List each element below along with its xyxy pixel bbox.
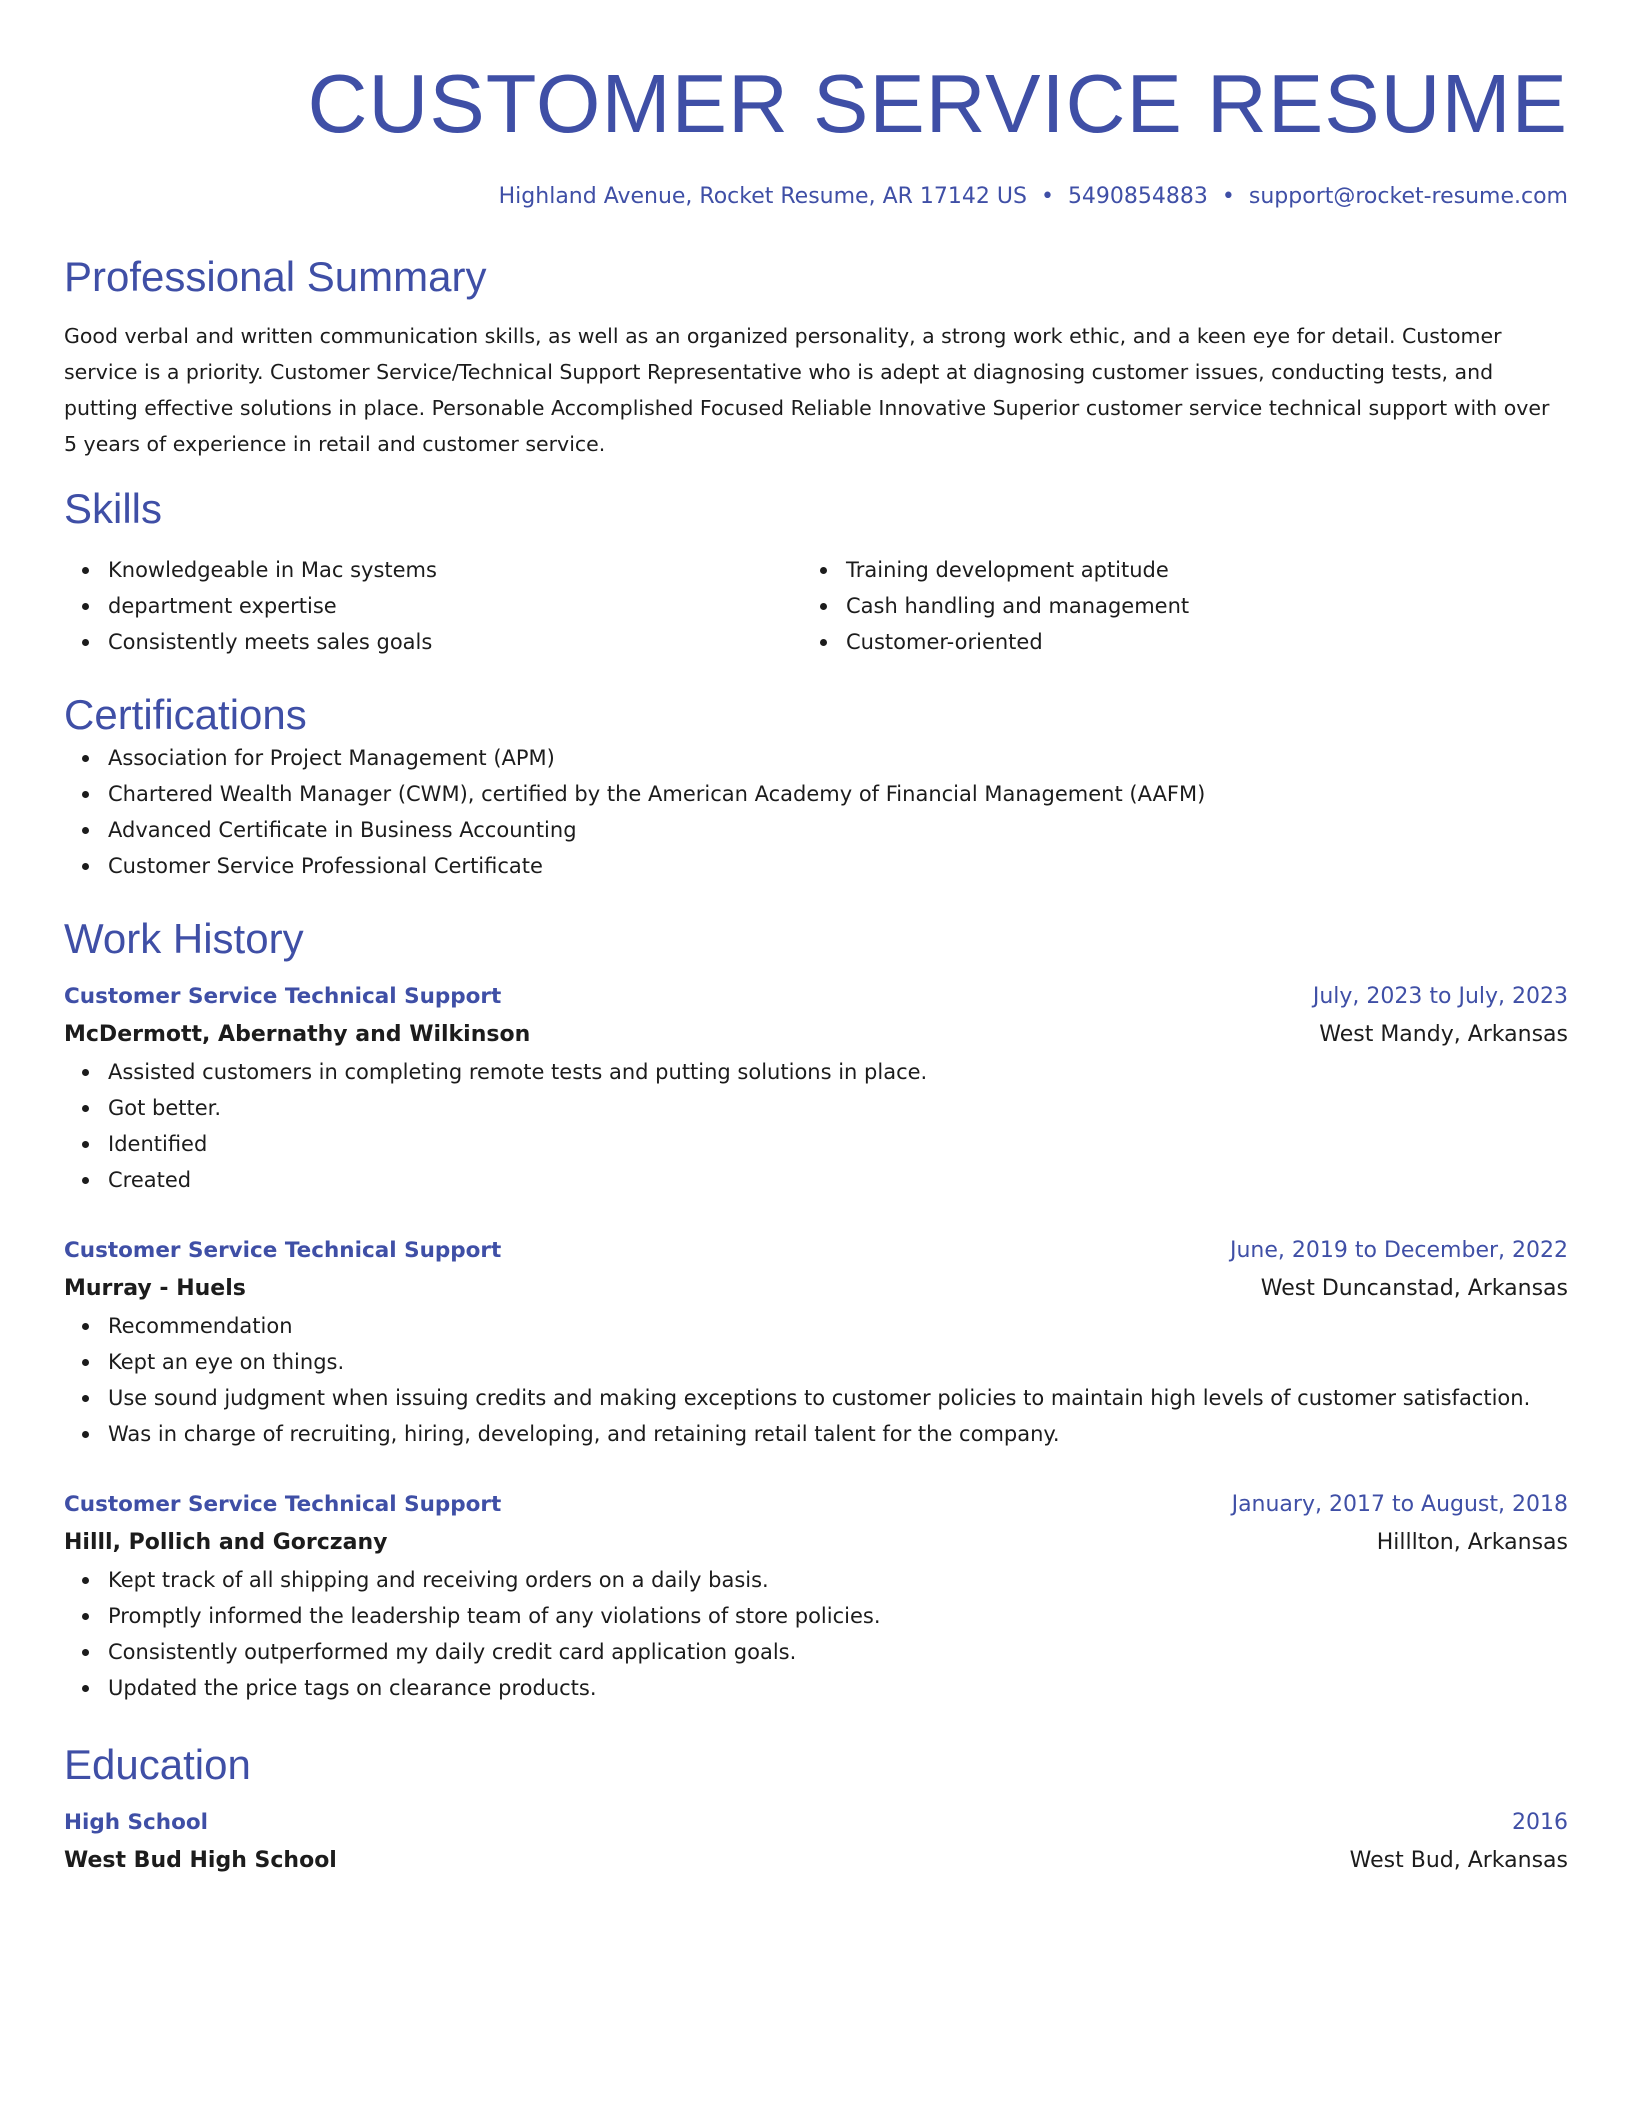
skills-heading: Skills (64, 485, 163, 532)
job-bullet-list (64, 1562, 1568, 1706)
job-bullet-list (64, 1054, 1568, 1198)
job-dates: July, 2023 to July, 2023 (1312, 984, 1568, 1009)
job-title: Customer Service Technical Support (64, 1492, 502, 1517)
job-location: Hilllton, Arkansas (1376, 1530, 1568, 1555)
job-bullet: Identified (108, 1126, 1568, 1162)
contact-separator: • (1040, 184, 1054, 209)
skill-item: Training development aptitude (846, 552, 1540, 588)
skill-item: Consistently meets sales goals (108, 624, 802, 660)
certification-item: Customer Service Professional Certificate (108, 848, 1568, 884)
job-title: Customer Service Technical Support (64, 1238, 502, 1263)
job-entry (64, 1486, 1568, 1706)
job-company: McDermott, Abernathy and Wilkinson (64, 1022, 531, 1047)
skills-column-right (802, 552, 1540, 660)
education-school: West Bud High School (64, 1848, 337, 1873)
education-year: 2016 (1512, 1810, 1568, 1835)
job-bullet: Updated the price tags on clearance products. (108, 1670, 1568, 1706)
resume-title: CUSTOMER SERVICE RESUME (307, 57, 1568, 150)
certification-item: Association for Project Management (APM) (108, 740, 1568, 776)
contact-address: Highland Avenue, Rocket Resume, AR 17142 US (498, 184, 1027, 209)
certifications-list (64, 740, 1568, 884)
work-history-heading: Work History (64, 915, 304, 962)
education-heading: Education (64, 1741, 251, 1788)
job-bullet: Recommendation (108, 1308, 1568, 1344)
education-location: West Bud, Arkansas (1349, 1848, 1568, 1873)
job-dates: June, 2019 to December, 2022 (1229, 1238, 1568, 1263)
resume-header (64, 56, 1568, 212)
job-entry (64, 978, 1568, 1198)
skill-item: Knowledgeable in Mac systems (108, 552, 802, 588)
summary-text: Good verbal and written communication skills, as well as an organized personality, a strong work ethic, and a keen eye for detail. Customer service is a priority. Customer Service/Technical Support Representative who is adept at diagnosing customer issues, conducting tests, and putting effective solutions in place. Personable Accomplished Focused Reliable Innovative Superior customer service technical support with over 5 years of experience in retail and customer service. (64, 324, 1550, 456)
job-company: Hilll, Pollich and Gorczany (64, 1530, 388, 1555)
contact-email: support@rocket-resume.com (1248, 184, 1568, 209)
skill-item: Customer-oriented (846, 624, 1540, 660)
job-location: West Mandy, Arkansas (1319, 1022, 1568, 1047)
job-bullet: Use sound judgment when issuing credits and making exceptions to customer policies to maintain high levels of customer satisfaction. (108, 1380, 1568, 1416)
job-bullet: Assisted customers in completing remote tests and putting solutions in place. (108, 1054, 1568, 1090)
education-degree: High School (64, 1810, 208, 1835)
skills-grid (64, 552, 1568, 660)
skill-item: department expertise (108, 588, 802, 624)
job-bullet: Got better. (108, 1090, 1568, 1126)
job-bullet: Promptly informed the leadership team of any violations of store policies. (108, 1598, 1568, 1634)
certifications-heading: Certifications (64, 691, 307, 738)
job-bullet-list (64, 1308, 1568, 1452)
education-entry (64, 1804, 1568, 1880)
certification-item: Chartered Wealth Manager (CWM), certified by the American Academy of Financial Management (AAFM) (108, 776, 1568, 812)
skills-column-left (64, 552, 802, 660)
job-bullet: Consistently outperformed my daily credit card application goals. (108, 1634, 1568, 1670)
job-location: West Duncanstad, Arkansas (1260, 1276, 1568, 1301)
job-bullet: Was in charge of recruiting, hiring, developing, and retaining retail talent for the company. (108, 1416, 1568, 1452)
job-bullet: Kept an eye on things. (108, 1344, 1568, 1380)
contact-separator: • (1221, 184, 1235, 209)
job-title: Customer Service Technical Support (64, 984, 502, 1009)
skill-item: Cash handling and management (846, 588, 1540, 624)
certification-item: Advanced Certificate in Business Accounting (108, 812, 1568, 848)
contact-phone: 5490854883 (1067, 184, 1208, 209)
job-bullet: Created (108, 1162, 1568, 1198)
job-bullet: Kept track of all shipping and receiving orders on a daily basis. (108, 1562, 1568, 1598)
summary-heading: Professional Summary (64, 253, 487, 300)
job-company: Murray - Huels (64, 1276, 246, 1301)
contact-line (64, 182, 1568, 212)
job-dates: January, 2017 to August, 2018 (1231, 1492, 1568, 1517)
job-entry (64, 1232, 1568, 1452)
